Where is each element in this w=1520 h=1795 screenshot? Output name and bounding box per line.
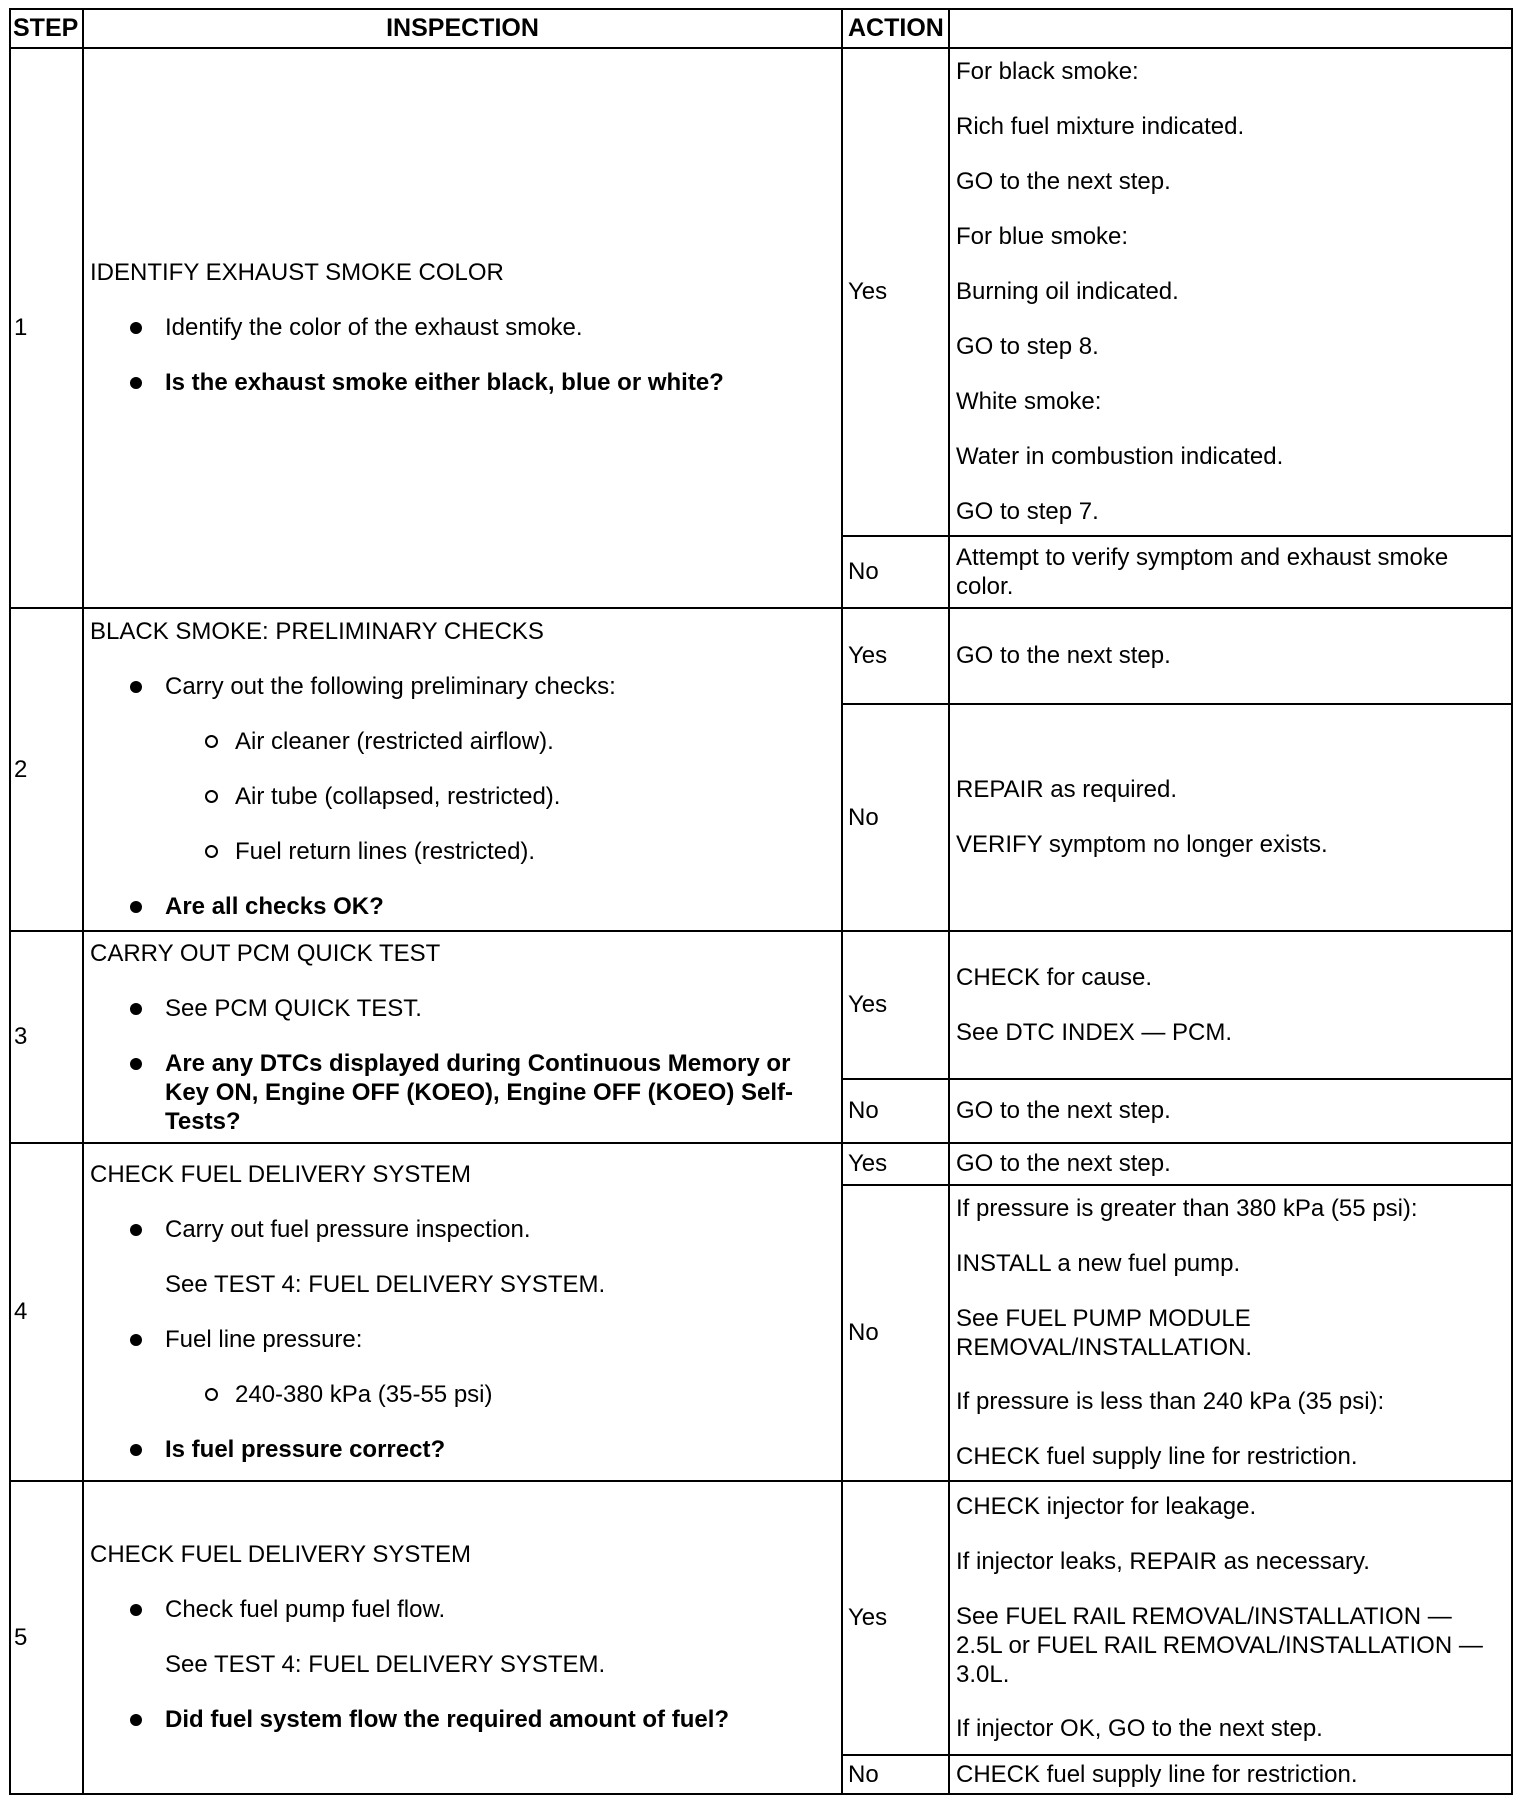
table-row — [10, 1143, 1512, 1185]
step-number: 5 — [10, 1481, 83, 1794]
bullet-question: Is fuel pressure correct? — [90, 1435, 835, 1465]
see-reference: See TEST 4: FUEL DELIVERY SYSTEM. — [165, 1270, 606, 1298]
circle-bullet-icon — [205, 1388, 218, 1401]
sub-bullet-item: Air tube (collapsed, restricted). — [90, 782, 835, 812]
header-inspection: INSPECTION — [83, 9, 842, 48]
yes-label: Yes — [842, 1143, 949, 1185]
yes-label: Yes — [842, 48, 949, 536]
no-label: No — [842, 1185, 949, 1481]
inspection-cell — [83, 1143, 842, 1481]
step-title: CARRY OUT PCM QUICK TEST — [90, 939, 441, 967]
bullet-item: Fuel line pressure: — [90, 1325, 835, 1355]
bullet-icon — [130, 1444, 142, 1456]
bullet-icon — [130, 1334, 142, 1346]
inspection-cell — [83, 48, 842, 608]
no-label: No — [842, 536, 949, 608]
step-title: BLACK SMOKE: PRELIMINARY CHECKS — [90, 618, 544, 645]
yes-label: Yes — [842, 931, 949, 1079]
bullet-icon — [130, 1604, 142, 1616]
sub-bullet-item: 240-380 kPa (35-55 psi) — [90, 1380, 835, 1410]
step-number: 2 — [10, 608, 83, 931]
no-label: No — [842, 704, 949, 931]
no-label: No — [842, 1755, 949, 1794]
sub-bullet-item: Air cleaner (restricted airflow). — [90, 727, 835, 757]
no-label: No — [842, 1079, 949, 1143]
bullet-question: Are any DTCs displayed during Continuous Memory or Key ON, Engine OFF (KOEO), Engine OFF (KOEO) Self-Tests? — [90, 1049, 835, 1136]
yes-action: For black smoke: Rich fuel mixture indicated. GO to the next step. For blue smoke: Burning oil indicated. GO to step 8. White smoke: Water in combustion indicated. GO to step 7. — [949, 48, 1512, 536]
step-number: 3 — [10, 931, 83, 1143]
step-title: CHECK FUEL DELIVERY SYSTEM — [90, 1160, 471, 1188]
inspection-cell — [83, 608, 842, 931]
bullet-icon — [130, 1714, 142, 1726]
bullet-icon — [130, 1224, 142, 1236]
table-row — [10, 608, 1512, 704]
yes-label: Yes — [842, 608, 949, 704]
no-action: CHECK fuel supply line for restriction. — [949, 1755, 1512, 1794]
yes-label: Yes — [842, 1481, 949, 1755]
bullet-question: Is the exhaust smoke either black, blue or white? — [90, 368, 835, 398]
circle-bullet-icon — [205, 790, 218, 803]
no-action: Attempt to verify symptom and exhaust smoke color. — [949, 536, 1512, 608]
inspection-cell — [83, 931, 842, 1143]
yes-action: CHECK injector for leakage. If injector leaks, REPAIR as necessary. See FUEL RAIL REMOVAL/INSTALLATION — 2.5L or FUEL RAIL REMOVAL/INSTALLATION — 3.0L. If injector OK, GO to the next step. — [949, 1481, 1512, 1755]
bullet-item: Check fuel pump fuel flow. — [90, 1595, 835, 1625]
bullet-item: See PCM QUICK TEST. — [90, 994, 835, 1024]
bullet-icon — [130, 322, 142, 334]
inspection-cell — [83, 1481, 842, 1794]
bullet-question: Are all checks OK? — [90, 892, 835, 922]
header-step: STEP — [10, 9, 83, 48]
table-row — [10, 1481, 1512, 1755]
yes-action: CHECK for cause. See DTC INDEX — PCM. — [949, 931, 1512, 1079]
no-action: REPAIR as required. VERIFY symptom no longer exists. — [949, 704, 1512, 931]
bullet-icon — [130, 1003, 142, 1015]
yes-action: GO to the next step. — [949, 608, 1512, 704]
bullet-item: Identify the color of the exhaust smoke. — [90, 313, 835, 343]
diagnostic-table — [9, 8, 1513, 1795]
bullet-icon — [130, 681, 142, 693]
sub-bullet-item: Fuel return lines (restricted). — [90, 837, 835, 867]
bullet-icon — [130, 901, 142, 913]
no-action: GO to the next step. — [949, 1079, 1512, 1143]
step-number: 4 — [10, 1143, 83, 1481]
yes-action: GO to the next step. — [949, 1143, 1512, 1185]
table-row — [10, 48, 1512, 536]
bullet-item: Carry out fuel pressure inspection. — [90, 1215, 835, 1245]
circle-bullet-icon — [205, 845, 218, 858]
bullet-question: Did fuel system flow the required amount of fuel? — [90, 1705, 835, 1735]
header-result — [949, 9, 1512, 48]
no-action: If pressure is greater than 380 kPa (55 psi): INSTALL a new fuel pump. See FUEL PUMP MODULE REMOVAL/INSTALLATION. If pressure is less than 240 kPa (35 psi): CHECK fuel supply line for restriction. — [949, 1185, 1512, 1481]
table-row — [10, 931, 1512, 1079]
step-title: IDENTIFY EXHAUST SMOKE COLOR — [90, 259, 504, 286]
header-row — [10, 9, 1512, 48]
bullet-icon — [130, 377, 142, 389]
bullet-icon — [130, 1058, 142, 1070]
header-action: ACTION — [842, 9, 949, 48]
see-reference: See TEST 4: FUEL DELIVERY SYSTEM. — [165, 1651, 606, 1678]
circle-bullet-icon — [205, 735, 218, 748]
step-number: 1 — [10, 48, 83, 608]
bullet-item: Carry out the following preliminary checks: — [90, 672, 835, 702]
step-title: CHECK FUEL DELIVERY SYSTEM — [90, 1541, 471, 1568]
